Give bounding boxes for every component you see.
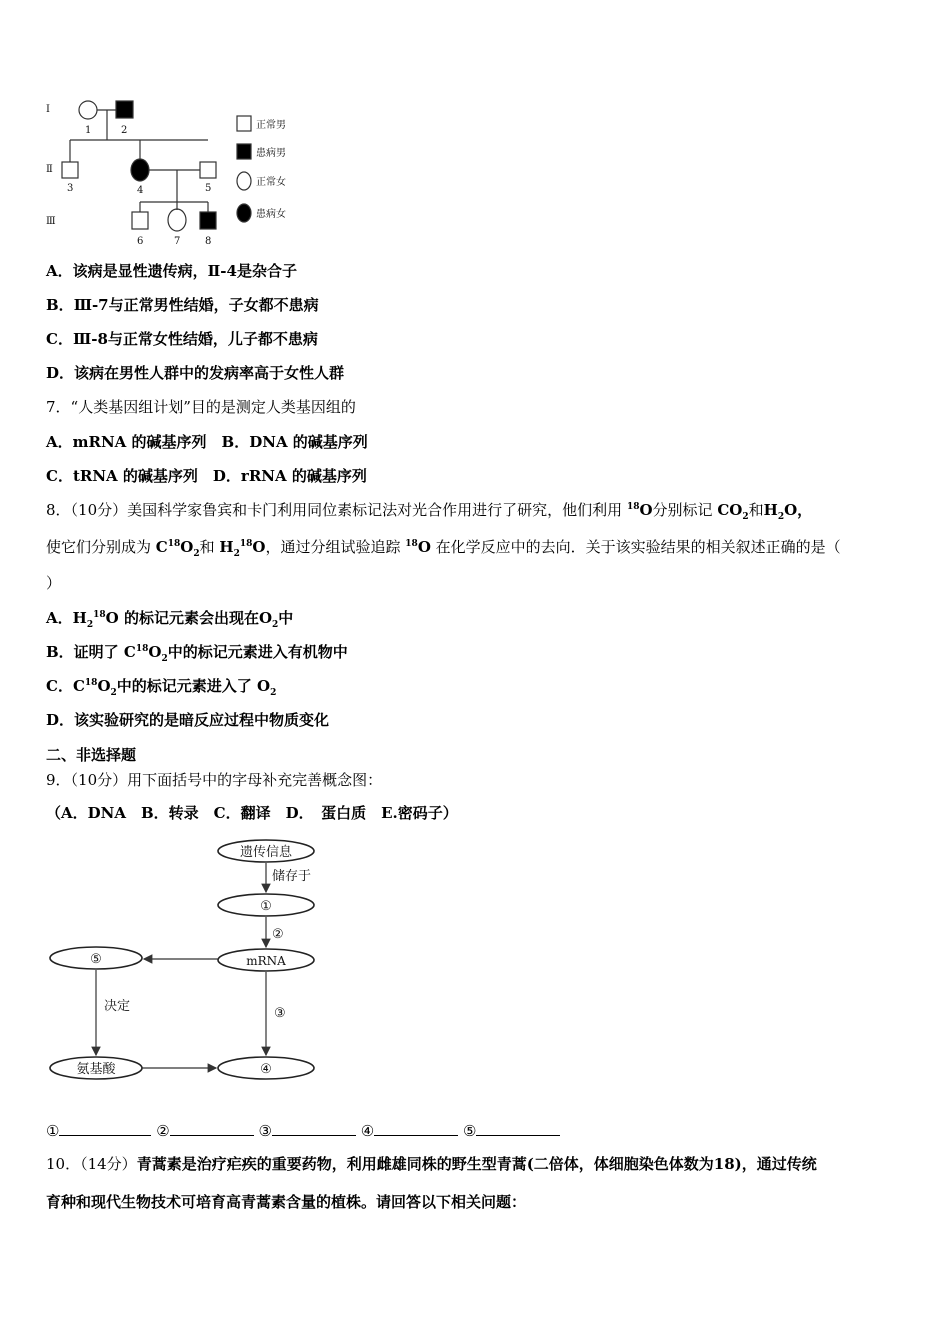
q7-options-row1: A．mRNA 的碱基序列 B．DNA 的碱基序列	[46, 433, 368, 451]
q6-option-b: B．Ⅲ-7与正常男性结婚，子女都不患病	[46, 296, 319, 314]
node-mrna-label: mRNA	[246, 954, 286, 968]
edge-decide-label: 决定	[104, 999, 131, 1014]
q8-option-a: A．$H_2^{18}O$ 的标记元素会出现在$O_2$中	[46, 609, 294, 630]
node-amino-acid-label: 氨基酸	[76, 1062, 116, 1077]
legend-normal-male-icon	[237, 116, 251, 131]
individual-II-3	[62, 162, 78, 178]
node-4-label: ④	[260, 1062, 272, 1077]
concept-map	[44, 834, 334, 1090]
q6-option-a: A．该病是显性遗传病，Ⅱ-4是杂合子	[46, 262, 297, 280]
legend-affected-male-icon	[237, 144, 251, 159]
blank-4[interactable]	[374, 1121, 458, 1136]
individual-number: 1	[85, 125, 92, 136]
generation-label-III: Ⅲ	[46, 216, 56, 227]
legend-affected-female-icon	[237, 204, 251, 222]
q9-choices: （A．DNA B．转录 C．翻译 D． 蛋白质 E.密码子）	[46, 804, 458, 822]
legend-label: 正常女	[256, 177, 286, 188]
individual-number: 8	[205, 236, 212, 247]
q10-stem-line1: 10．（14分）青蒿素是治疗疟疾的重要药物，利用雌雄同株的野生型青蒿(二倍体，体细胞染色体数为18)，通过传统	[46, 1155, 817, 1173]
individual-II-4	[131, 159, 149, 181]
individual-III-8	[200, 212, 216, 229]
pedigree-chart	[40, 92, 310, 252]
node-1-label: ①	[260, 899, 272, 914]
q9-answer-blanks: ① ② ③ ④ ⑤	[46, 1121, 560, 1140]
blank-5[interactable]	[476, 1121, 560, 1136]
q7-options-row2: C．tRNA 的碱基序列 D．rRNA 的碱基序列	[46, 467, 367, 485]
individual-number: 7	[174, 236, 181, 247]
node-genetic-info-label: 遗传信息	[239, 845, 293, 860]
legend-label: 患病女	[256, 209, 286, 220]
q9-stem: 9．（10分）用下面括号中的字母补充完善概念图：	[46, 771, 383, 789]
q8-stem-line2: 使它们分别成为 $C^{18}O_2$和 $H_2^{18}O$，通过分组试验追踪 $^{18}$O 在化学反应中的去向．关于该实验结果的相关叙述正确的是（	[46, 538, 841, 559]
individual-I-2	[116, 101, 133, 118]
individual-number: 6	[137, 236, 144, 247]
edge-2-label: ②	[272, 927, 284, 942]
q10-stem-line2: 育种和现代生物技术可培育高青蒿素含量的植株。请回答以下相关问题：	[46, 1193, 527, 1211]
individual-number: 2	[121, 125, 128, 136]
q6-option-c: C．Ⅲ-8与正常女性结婚，儿子都不患病	[46, 330, 318, 348]
individual-number: 4	[137, 185, 144, 196]
individual-number: 5	[205, 183, 212, 194]
section-heading: 二、非选择题	[46, 746, 137, 764]
blank-2[interactable]	[170, 1121, 254, 1136]
legend-label: 患病男	[256, 148, 286, 159]
q6-option-d: D．该病在男性人群中的发病率高于女性人群	[46, 364, 345, 382]
individual-II-5	[200, 162, 216, 178]
q8-option-c: C．$C^{18}O_2$中的标记元素进入了 $O_2$	[46, 677, 277, 698]
generation-label-I: Ⅰ	[46, 104, 50, 115]
individual-number: 3	[67, 183, 74, 194]
blank-1[interactable]	[59, 1121, 151, 1136]
q8-option-d: D．该实验研究的是暗反应过程中物质变化	[46, 711, 330, 729]
node-5-label: ⑤	[90, 952, 102, 967]
q8-option-b: B．证明了 $C^{18}O_2$中的标记元素进入有机物中	[46, 643, 348, 664]
blank-3[interactable]	[272, 1121, 356, 1136]
individual-III-7	[168, 209, 186, 231]
q8-stem-close: ）	[46, 574, 62, 592]
legend-normal-female-icon	[237, 172, 251, 190]
edge-store-label: 储存于	[272, 869, 312, 884]
individual-I-1	[79, 101, 97, 119]
individual-III-6	[132, 212, 148, 229]
edge-3-label: ③	[274, 1006, 286, 1021]
q7-stem: 7．“人类基因组计划”目的是测定人类基因组的	[46, 398, 356, 416]
generation-label-II: Ⅱ	[46, 164, 53, 175]
legend-label: 正常男	[256, 120, 286, 131]
q8-stem-line1: 8．（10分）美国科学家鲁宾和卡门利用同位素标记法对光合作用进行了研究，他们利用 $^{18}$O分别标记 $CO_2$和$H_2O$，	[46, 501, 813, 522]
